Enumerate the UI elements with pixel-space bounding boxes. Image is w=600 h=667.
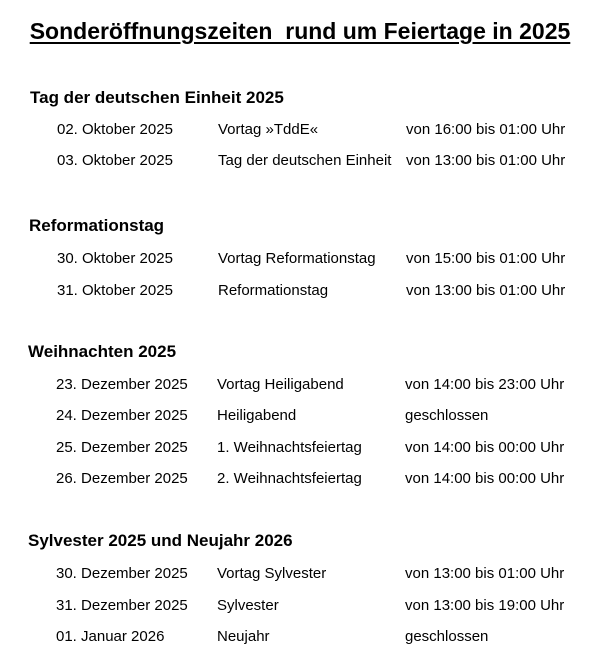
row-occasion: Vortag Heiligabend bbox=[217, 376, 344, 393]
row-hours: von 16:00 bis 01:00 Uhr bbox=[406, 121, 566, 138]
table-row bbox=[0, 597, 600, 617]
row-hours: geschlossen bbox=[405, 628, 489, 645]
row-date: 26. Dezember 2025 bbox=[56, 470, 188, 487]
row-occasion: Tag der deutschen Einheit bbox=[218, 152, 392, 169]
row-date: 02. Oktober 2025 bbox=[57, 121, 173, 138]
table-row bbox=[0, 628, 600, 648]
row-occasion: 2. Weihnachtsfeiertag bbox=[217, 470, 362, 487]
row-hours: von 13:00 bis 01:00 Uhr bbox=[405, 565, 565, 582]
section-heading: Sylvester 2025 und Neujahr 2026 bbox=[28, 531, 293, 550]
row-hours: von 13:00 bis 19:00 Uhr bbox=[405, 597, 565, 614]
row-hours: von 14:00 bis 00:00 Uhr bbox=[405, 470, 565, 487]
row-hours: von 14:00 bis 00:00 Uhr bbox=[405, 439, 565, 456]
row-hours: geschlossen bbox=[405, 407, 489, 424]
section-heading: Tag der deutschen Einheit 2025 bbox=[30, 88, 284, 107]
row-hours: von 14:00 bis 23:00 Uhr bbox=[405, 376, 565, 393]
row-date: 30. Oktober 2025 bbox=[57, 250, 173, 267]
table-row bbox=[0, 565, 600, 585]
row-occasion: Sylvester bbox=[217, 597, 279, 614]
row-occasion: Vortag Reformationstag bbox=[218, 250, 376, 267]
table-row bbox=[0, 152, 600, 172]
row-date: 23. Dezember 2025 bbox=[56, 376, 188, 393]
table-row bbox=[0, 407, 600, 427]
row-date: 25. Dezember 2025 bbox=[56, 439, 188, 456]
row-date: 24. Dezember 2025 bbox=[56, 407, 188, 424]
row-occasion: Vortag Sylvester bbox=[217, 565, 327, 582]
row-occasion: 1. Weihnachtsfeiertag bbox=[217, 439, 362, 456]
row-hours: von 15:00 bis 01:00 Uhr bbox=[406, 250, 566, 267]
row-occasion: Neujahr bbox=[217, 628, 270, 645]
table-row bbox=[0, 250, 600, 270]
table-row bbox=[0, 376, 600, 396]
row-hours: von 13:00 bis 01:00 Uhr bbox=[406, 152, 566, 169]
page-title: Sonderöffnungszeiten rund um Feiertage in 2025 bbox=[29, 18, 571, 44]
row-occasion: Reformationstag bbox=[218, 282, 329, 299]
section-heading: Reformationstag bbox=[29, 216, 165, 235]
row-occasion: Heiligabend bbox=[217, 407, 297, 424]
table-row bbox=[0, 121, 600, 141]
row-date: 01. Januar 2026 bbox=[56, 628, 165, 645]
section-heading: Weihnachten 2025 bbox=[28, 342, 177, 361]
row-date: 31. Dezember 2025 bbox=[56, 597, 188, 614]
row-date: 03. Oktober 2025 bbox=[57, 152, 173, 169]
table-row bbox=[0, 439, 600, 459]
row-date: 30. Dezember 2025 bbox=[56, 565, 188, 582]
row-date: 31. Oktober 2025 bbox=[57, 282, 173, 299]
row-occasion: Vortag »TddE« bbox=[218, 121, 319, 138]
table-row bbox=[0, 470, 600, 490]
row-hours: von 13:00 bis 01:00 Uhr bbox=[406, 282, 566, 299]
table-row bbox=[0, 282, 600, 302]
